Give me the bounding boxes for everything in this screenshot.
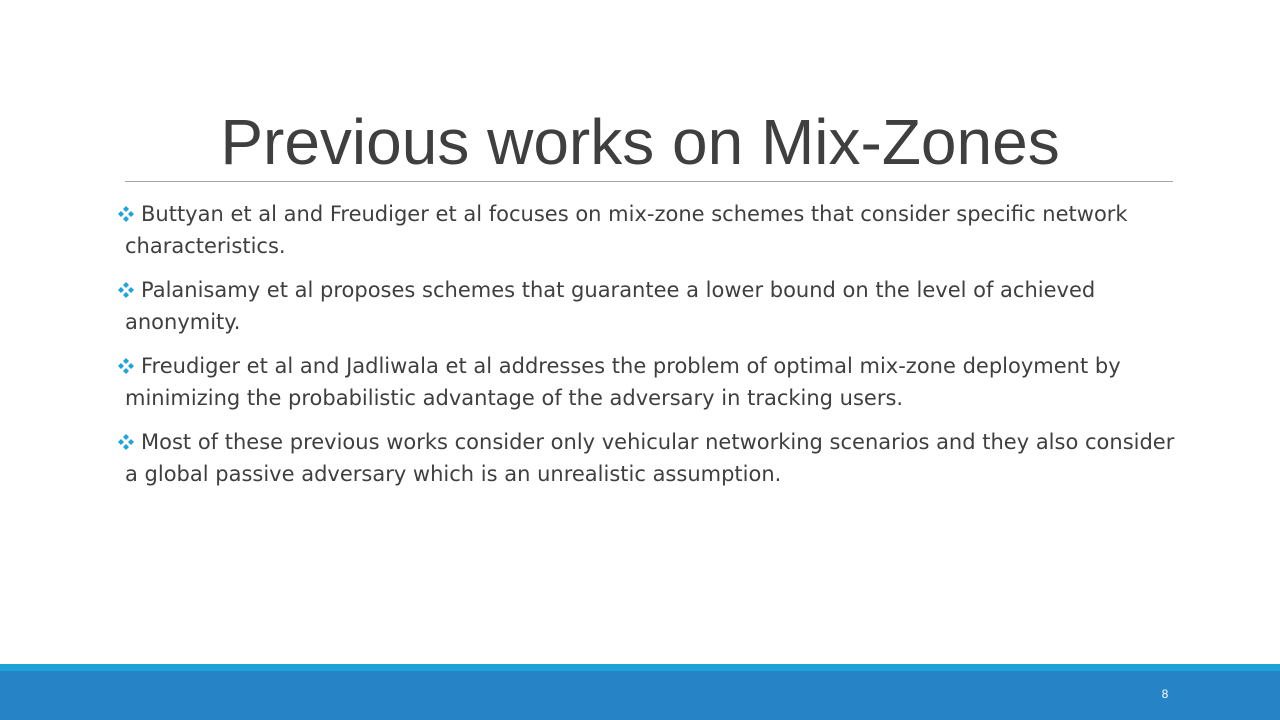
four-diamond-bullet-icon bbox=[117, 358, 137, 374]
bullet-text: Most of these previous works consider only vehicular networking scenarios and they also consider a global passive adversary which is an unrealistic assumption. bbox=[125, 430, 1175, 486]
footer-accent-strip bbox=[0, 664, 1280, 671]
four-diamond-bullet-icon bbox=[117, 434, 137, 450]
bullet-item bbox=[117, 198, 1177, 262]
footer-bar bbox=[0, 671, 1280, 720]
page-number: 8 bbox=[1161, 687, 1169, 701]
bullet-text: Buttyan et al and Freudiger et al focuses on mix-zone schemes that consider specific network characteristics. bbox=[125, 202, 1128, 258]
slide-title: Previous works on Mix-Zones bbox=[220, 106, 1060, 178]
four-diamond-bullet-icon bbox=[117, 282, 137, 298]
four-diamond-bullet-icon bbox=[117, 206, 137, 222]
bullet-text: Palanisamy et al proposes schemes that guarantee a lower bound on the level of achieved anonymity. bbox=[125, 278, 1096, 334]
title-divider bbox=[125, 181, 1173, 182]
bullet-item bbox=[117, 274, 1177, 338]
bullet-list bbox=[117, 198, 1177, 502]
bullet-item bbox=[117, 350, 1177, 414]
bullet-item bbox=[117, 426, 1177, 490]
bullet-text: Freudiger et al and Jadliwala et al addresses the problem of optimal mix-zone deployment by minimizing the probabilistic advantage of the adversary in tracking users. bbox=[125, 354, 1121, 410]
